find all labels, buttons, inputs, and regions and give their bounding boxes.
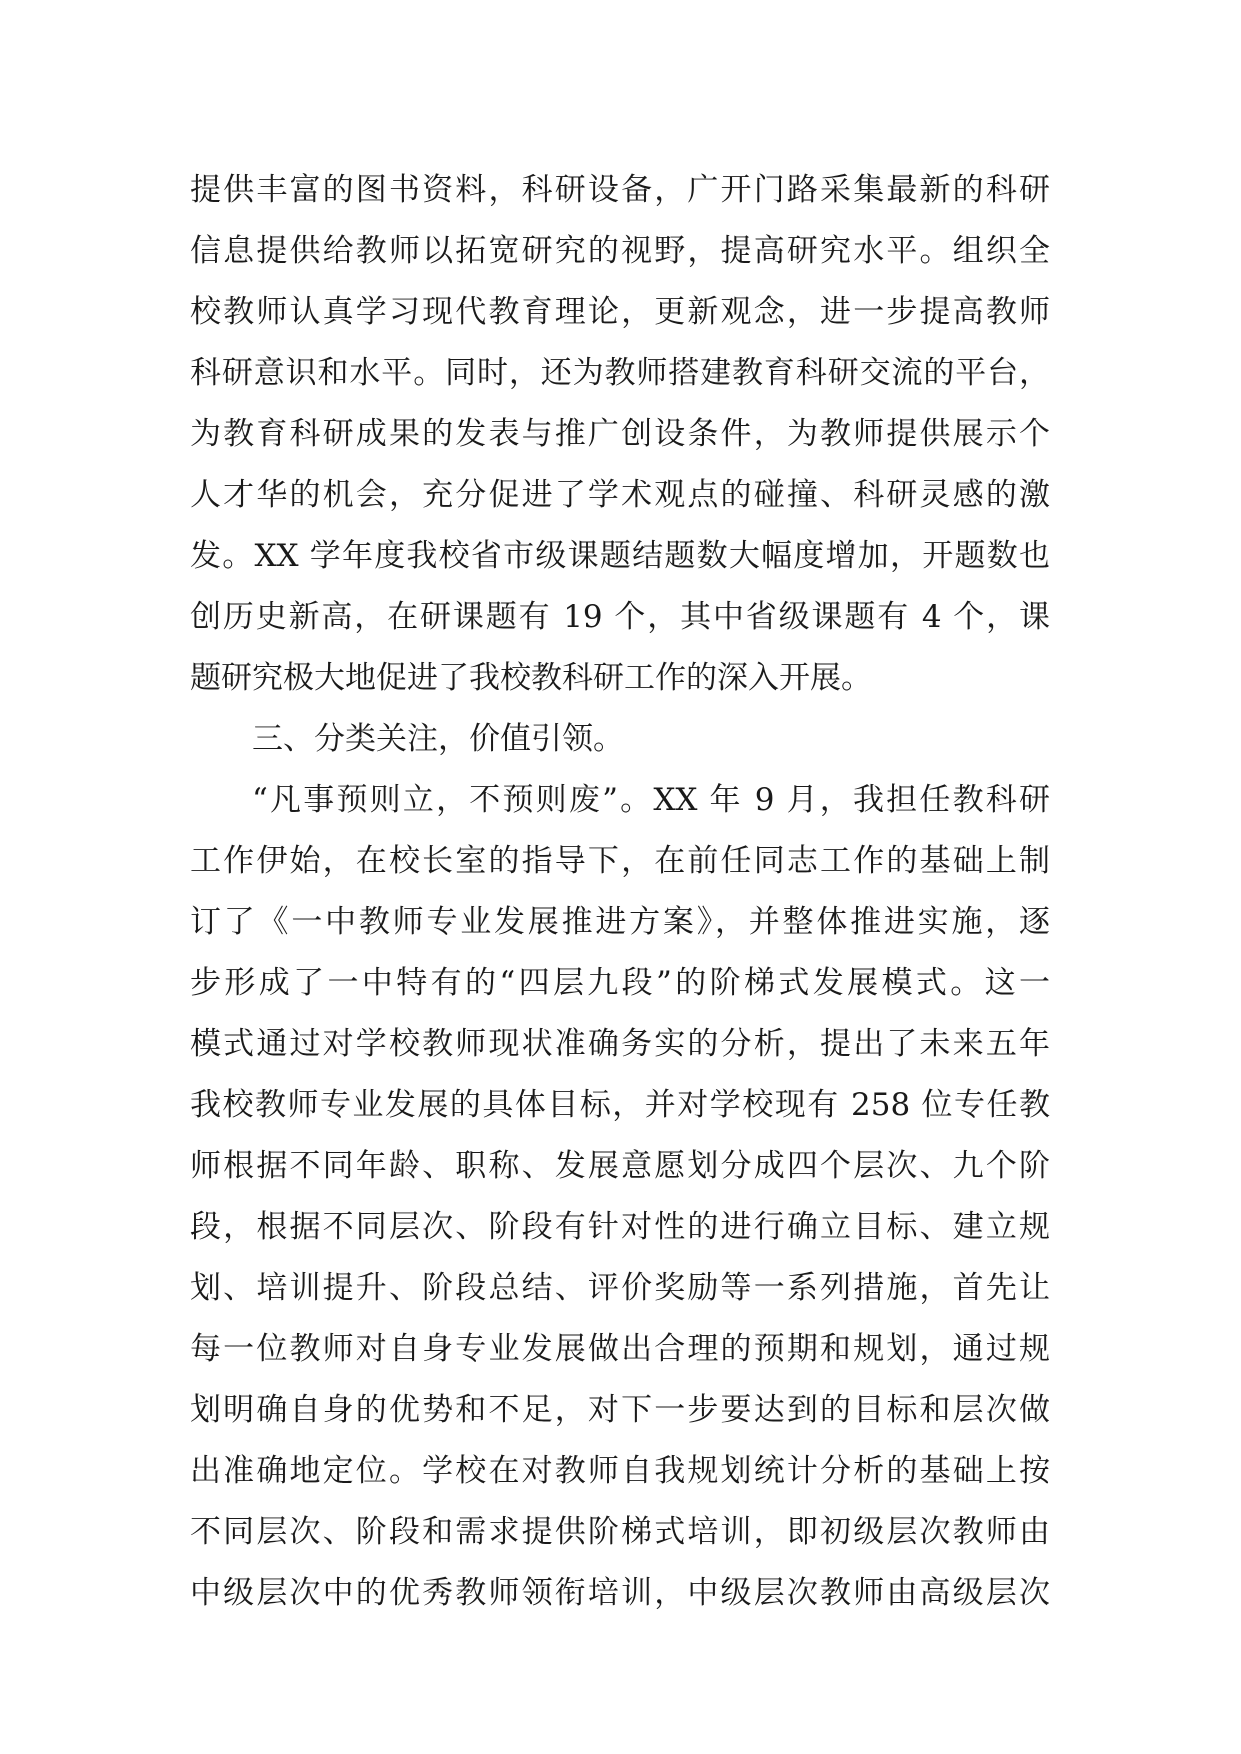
section-heading: 三、分类关注，价值引领。 [252, 721, 624, 757]
text-line: 师根据不同年龄、职称、发展意愿划分成四个层次、九个阶 [190, 1148, 1050, 1184]
text-line: 划明确自身的优势和不足，对下一步要达到的目标和层次做 [190, 1392, 1050, 1428]
text-line: 提供丰富的图书资料，科研设备，广开门路采集最新的科研 [190, 172, 1050, 208]
text-line: 为教育科研成果的发表与推广创设条件，为教师提供展示个 [190, 416, 1050, 452]
text-line: 题研究极大地促进了我校教科研工作的深入开展。 [190, 660, 872, 696]
text-line: 中级层次中的优秀教师领衔培训，中级层次教师由高级层次 [190, 1575, 1050, 1611]
text-line: 我校教师专业发展的具体目标，并对学校现有 258 位专任教 [190, 1087, 1050, 1123]
text-line: 步形成了一中特有的“四层九段”的阶梯式发展模式。这一 [190, 965, 1050, 1001]
text-line: 创历史新高，在研课题有 19 个，其中省级课题有 4 个，课 [190, 599, 1050, 635]
text-line: 工作伊始，在校长室的指导下，在前任同志工作的基础上制 [190, 843, 1050, 879]
document-body [190, 160, 1050, 1624]
text-line: 科研意识和水平。同时，还为教师搭建教育科研交流的平台， [190, 355, 1050, 391]
text-line: 划、培训提升、阶段总结、评价奖励等一系列措施，首先让 [190, 1270, 1050, 1306]
text-line: 模式通过对学校教师现状准确务实的分析，提出了未来五年 [190, 1026, 1050, 1062]
text-line: “凡事预则立，不预则废”。XX 年 9 月，我担任教科研 [252, 782, 1050, 818]
text-line: 出准确地定位。学校在对教师自我规划统计分析的基础上按 [190, 1453, 1050, 1489]
text-line: 校教师认真学习现代教育理论，更新观念，进一步提高教师 [190, 294, 1050, 330]
text-line: 信息提供给教师以拓宽研究的视野，提高研究水平。组织全 [190, 233, 1050, 269]
text-line: 订了《一中教师专业发展推进方案》，并整体推进实施，逐 [190, 904, 1050, 940]
text-line: 人才华的机会，充分促进了学术观点的碰撞、科研灵感的激 [190, 477, 1050, 513]
text-line: 每一位教师对自身专业发展做出合理的预期和规划，通过规 [190, 1331, 1050, 1367]
text-line: 段，根据不同层次、阶段有针对性的进行确立目标、建立规 [190, 1209, 1050, 1245]
text-line: 发。XX 学年度我校省市级课题结题数大幅度增加，开题数也 [190, 538, 1050, 574]
text-line: 不同层次、阶段和需求提供阶梯式培训，即初级层次教师由 [190, 1514, 1050, 1550]
